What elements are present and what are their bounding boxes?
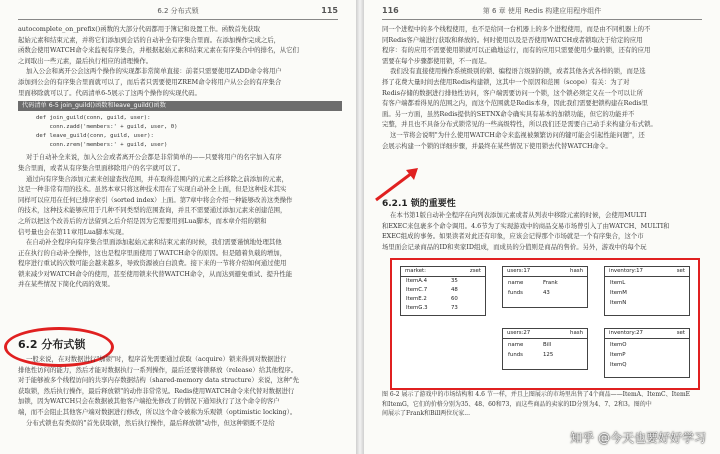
figure-caption bbox=[382, 390, 706, 419]
zset-member: ItemE.2 bbox=[406, 296, 427, 302]
text-line: 集合里面，或者从有序集合里面移除用户的名字就可以了。 bbox=[18, 163, 185, 172]
box-header bbox=[605, 329, 689, 339]
text-line: 获取锁，然后执行操作，最后释放锁"的动作非常常见。Redis使用WATCH命令来代替对数据进行 bbox=[18, 386, 295, 395]
zset-score: 73 bbox=[451, 305, 458, 311]
box-type: set bbox=[676, 268, 685, 274]
text-line: 同Redis客户端进行获取和释放的。何时使用以及是否使用WATCH或者锁取决于给定的应用 bbox=[382, 35, 643, 44]
code-line: conn.zrem('members:' + guild, user) bbox=[36, 141, 168, 148]
box-type: zset bbox=[469, 268, 481, 274]
text-line: 之间取出一些元素，最后执行相应的清理操作。 bbox=[18, 56, 153, 65]
zset-member: ItemA.4 bbox=[406, 278, 428, 284]
text-line: 场里面会记录商品的ID和卖家ID组成，而成员的分值则是商品的售价。另外，游戏中的每个玩 bbox=[382, 242, 647, 251]
book-gutter bbox=[356, 0, 364, 454]
inventory17-set-box bbox=[604, 266, 690, 316]
text-line: 并在某些情况下简化代码的效果。 bbox=[18, 280, 114, 289]
set-member: ItemP bbox=[610, 352, 626, 358]
text-line: 之所以把这个改善后的方法留到之后介绍是因为它需要用到Lua脚本，而本章介绍的锁和 bbox=[18, 216, 267, 225]
left-section-text bbox=[18, 354, 342, 428]
market-zset-box bbox=[400, 266, 486, 316]
text-line: 有客户端都看得见的范围之内，而这个范围就是Redis本身，因此我们需要把锁构建在Redis里 bbox=[382, 99, 649, 108]
box-header bbox=[503, 267, 587, 277]
box-header bbox=[401, 267, 485, 277]
code-line: conn.zadd('members:' + guild, user, 0) bbox=[36, 123, 178, 130]
text-line: 排他性访问的能力，然后才能对数据执行一系列操作，最后还要将锁释放（release）给其他程序。 bbox=[18, 365, 298, 374]
zset-score: 60 bbox=[451, 296, 458, 302]
set-member: ItemO bbox=[610, 342, 627, 348]
box-key: users:27 bbox=[507, 330, 531, 336]
set-member: ItemL bbox=[610, 280, 626, 286]
text-line: 在本书第1版自动补全程序在向列表添加元素或者从列表中移除元素的时候，会使用MULTI bbox=[390, 211, 647, 219]
box-type: hash bbox=[570, 330, 583, 336]
text-line: 这是一种非常有用的技术。虽然本章只将这种技术用在了实现自动补全上面，但是这种技术其实 bbox=[18, 185, 287, 194]
right-sub-text bbox=[382, 210, 706, 252]
zset-score: 35 bbox=[451, 278, 458, 284]
right-top-text bbox=[382, 24, 706, 151]
set-member: ItemN bbox=[610, 300, 627, 306]
hash-field: name bbox=[508, 342, 524, 348]
hash-value: Frank bbox=[543, 280, 558, 286]
text-line: 会展示构建一个锁的详细步骤，并最终在某些情况下使用锁去代替WATCH命令。 bbox=[382, 141, 612, 150]
hash-value: 125 bbox=[543, 352, 554, 358]
code-line: def leave_guild(conn, guild, user): bbox=[36, 132, 154, 139]
text-line: 择了花费大量时间去使用Redis构建锁，这其中一个原因和范围（scope）有关：为了对 bbox=[382, 77, 630, 86]
set-member: ItemM bbox=[610, 290, 627, 296]
text-line: 里面移除就可以了。代码清单6-5展示了这两个操作的实现代码。 bbox=[18, 88, 201, 97]
text-line: 端，而不会阻止其他客户端对数据进行修改，所以这个命令被称为乐观锁（optimistic locking）。 bbox=[18, 407, 297, 416]
caption-line: 间展示了Frank和Bill两位玩家... bbox=[382, 410, 470, 417]
right-header-title: 第 6 章 使用 Redis 构建应用程序组件 bbox=[482, 7, 602, 15]
text-line: 对于自动补全来说，加入公会或者离开公会都是非常简单的——只要将用户的名字加入有序 bbox=[26, 153, 282, 162]
text-line: 添加到公会的有序集合里面就可以了，而后者只需要使用ZREM命令将用户从公会的有序集合 bbox=[18, 77, 282, 86]
caption-line: 和ItemG，它们的价格分别为35、48、60和73，而这些商品的卖家的ID分别为4、7、2和3。图的中 bbox=[382, 400, 652, 408]
zset-member: ItemC.7 bbox=[406, 287, 428, 293]
text-line: 同样可以应用在任何已排序索引（sorted index）上面。第7章中将会介绍一种能够改善这类操作 bbox=[18, 195, 293, 204]
text-line: 程序进行重试的次数可能会越来越多，导致资源被白白浪费。接下来的一节将介绍如何通过使用 bbox=[18, 259, 287, 268]
left-header-title: 6.2 分布式锁 bbox=[157, 7, 199, 15]
code-line: def join_guild(conn, guild, user): bbox=[36, 115, 151, 122]
box-key: inventory:27 bbox=[609, 330, 643, 336]
code-listing-title: 代码清单 6-5 join_guild()函数和leave_guild()函数 bbox=[18, 101, 342, 111]
right-page-header bbox=[382, 6, 702, 18]
left-page-number: 115 bbox=[321, 6, 338, 15]
watermark: 知乎 @今天也要好好学习 bbox=[570, 431, 706, 445]
text-line: 的技术，这种技术能够应用于几种不同类型的范围查询，并且不需要通过添加元素来创建范围， bbox=[18, 206, 287, 215]
text-line: 这一节将会说明"为什么使用WATCH命令来监视被频繁访问的键可能会引起性能问题"，还 bbox=[390, 130, 645, 139]
set-member: ItemQ bbox=[610, 362, 627, 368]
left-page-header bbox=[18, 6, 338, 18]
text-line: 我们没有直接使用操作系统级别的锁、编程语言级别的锁，或者其他各式各样的锁，而是选 bbox=[390, 67, 646, 76]
right-header-rule bbox=[382, 19, 702, 20]
section-title: 6.2 分布式锁 bbox=[18, 338, 86, 351]
subsection-title: 6.2.1 锁的重要性 bbox=[382, 199, 456, 209]
user27-hash-box bbox=[502, 328, 588, 370]
text-line: 对于能够被多个线程访问的共享内存数据结构（shared-memory data structure）来说，这种"先 bbox=[18, 376, 300, 385]
text-line: EXEC组成的事务。如果读者对此还有印象，应该会记得那个市场就是一个有序集合，这个市 bbox=[382, 232, 644, 241]
caption-line: 图 6-2 展示了游戏中的市场结构和 4.6 节一样，并且上图展示的市场里出售了4个商品——ItemA、ItemC、ItemE bbox=[382, 391, 691, 398]
right-page bbox=[364, 0, 720, 454]
box-header bbox=[503, 329, 587, 339]
text-line: 加锁，因为WATCH只会在数据被其他客户端抢先修改了的情况下通知执行了这个命令的客户 bbox=[18, 397, 280, 406]
text-line: 程序：有的应用不需要使用锁就可以正确地运行，而有的应用只需要使用少量的锁，还有的应用 bbox=[382, 46, 651, 55]
market-diagram bbox=[390, 258, 700, 390]
box-key: market: bbox=[405, 268, 426, 274]
zset-member: ItemG.3 bbox=[406, 305, 428, 311]
text-line: 加入公会和离开公会这两个操作的实现都非常简单直接：前者只需要使用ZADD命令将用户 bbox=[26, 67, 282, 76]
text-line: 面。另一方面，虽然Redis提供的SETNX命令确实具有基本的加锁功能，但它的功能并不 bbox=[382, 109, 635, 118]
text-line: Redis存储的数据进行排他性访问，客户端需要访问一个锁，这个锁必须定义在一个可以让所 bbox=[382, 88, 643, 97]
left-page bbox=[0, 0, 356, 454]
user17-hash-box bbox=[502, 266, 588, 308]
text-line: 起始元素和结束元素，并将它们添加到会话的自动补全有序集合里面。在添加操作完成之后， bbox=[18, 35, 281, 44]
text-line: 锁来减少对WATCH命令的使用，甚至使用锁来代替WATCH命令，从而达到避免重试、提升性能 bbox=[18, 269, 293, 278]
text-line: 需要在每个步骤都使用锁，不一而足。 bbox=[382, 56, 491, 65]
text-line: 和EXEC来包裹多个命令调用。4.6节为了实现游戏中的商品交易市场曾引入了由WATCH、MULTI和 bbox=[382, 221, 670, 230]
text-line: 通过向有序集合添加元素来创建查找范围，并在取得范围内的元素之后移除之前添加的元素， bbox=[26, 174, 289, 183]
text-line: 正在执行的自动补全操作，这也是程序里面使用了WATCH命令的原因。但是随着负载的增加， bbox=[18, 248, 287, 257]
left-intro-text bbox=[18, 24, 342, 290]
left-header-rule bbox=[18, 19, 338, 20]
box-key: users:17 bbox=[507, 268, 531, 274]
box-header bbox=[605, 267, 689, 277]
text-line: autocomplete_on_prefix()函数的大部分代码都用于簿记和设置工作。函数首先获取 bbox=[18, 25, 260, 33]
hash-value: Bill bbox=[543, 342, 552, 348]
hash-field: funds bbox=[508, 352, 523, 358]
inventory27-set-box bbox=[604, 328, 690, 378]
text-line: 完整，并且也不具备分布式锁常见的一些高级特性，所以我们还是需要自己动手来构建分布式锁。 bbox=[382, 120, 657, 129]
text-line: 在自动补全程序向有序集合里面添加起始元素和结束元素的时候，我们需要谨慎地处理其他 bbox=[26, 238, 282, 247]
hash-field: name bbox=[508, 280, 524, 286]
box-key: inventory:17 bbox=[609, 268, 643, 274]
hash-value: 43 bbox=[543, 290, 550, 296]
text-line: 同一个进程中的多个线程使用，也不是给同一台机器上的多个进程使用，而是由不同机器上的不 bbox=[382, 25, 651, 33]
hash-field: funds bbox=[508, 290, 523, 296]
box-type: set bbox=[676, 330, 685, 336]
text-line: 一般来说，在对数据进行"加锁"时，程序首先需要通过获取（acquire）锁来得到对数据进行 bbox=[26, 355, 287, 363]
text-line: 信号量也会在第11章用Lua脚本实现。 bbox=[18, 227, 128, 236]
zset-score: 48 bbox=[451, 287, 458, 293]
box-type: hash bbox=[570, 268, 583, 274]
text-line: 分布式锁也有类似的"首先获取锁，然后执行操作，最后释放锁"动作，但这种锁既不是给 bbox=[26, 418, 275, 427]
text-line: 函数会使用WATCH命令来监视有序集合，并根据起始元素和结束元素在有序集合中的排名，从它们 bbox=[18, 46, 299, 55]
right-page-number: 116 bbox=[382, 6, 399, 15]
